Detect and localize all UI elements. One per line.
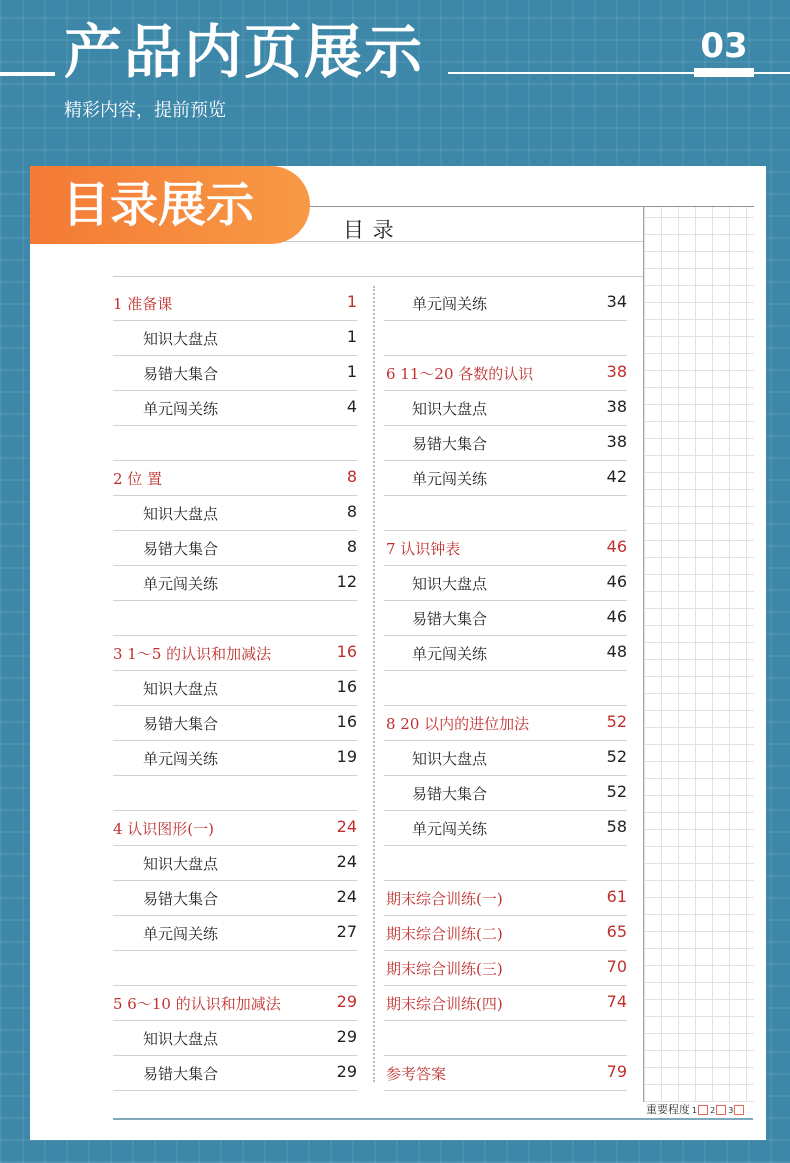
section-badge-label: 目录展示 bbox=[62, 177, 255, 233]
toc-entry-label: 知识大盘点 bbox=[143, 855, 219, 873]
toc-entry-page: 58 bbox=[606, 817, 627, 836]
toc-entry-label: 期末综合训练(三) bbox=[386, 960, 503, 978]
toc-entry-page: 29 bbox=[336, 1062, 357, 1081]
toc-entry-page: 8 bbox=[346, 537, 357, 556]
toc-entry-page: 12 bbox=[336, 572, 357, 591]
toc-entry-label: 知识大盘点 bbox=[412, 400, 488, 418]
header-title: 产品内页展示 bbox=[64, 18, 425, 86]
toc-entry-page: 42 bbox=[606, 467, 627, 486]
toc-title: 目 录 bbox=[343, 218, 395, 242]
toc-chapter bbox=[384, 706, 627, 741]
importance-legend bbox=[646, 1101, 744, 1117]
toc-entry-label: 单元闯关练 bbox=[143, 925, 219, 943]
toc-chapter bbox=[113, 811, 357, 846]
toc-chapter bbox=[384, 916, 627, 951]
toc-entry bbox=[113, 671, 357, 706]
toc-entry-page: 52 bbox=[606, 712, 627, 731]
toc-blank-row bbox=[113, 601, 357, 636]
header-left-rule bbox=[0, 72, 55, 76]
toc-entry-label: 知识大盘点 bbox=[143, 680, 219, 698]
header-page-number: 03 bbox=[700, 26, 748, 66]
margin-grid-border bbox=[643, 206, 644, 1102]
toc-entry-page: 38 bbox=[606, 432, 627, 451]
toc-top-rule bbox=[310, 206, 754, 207]
toc-entry-label: 单元闯关练 bbox=[412, 645, 488, 663]
toc-chapter bbox=[113, 286, 357, 321]
toc-entry-label: 2 位 置 bbox=[113, 470, 163, 488]
toc-entry-page: 34 bbox=[606, 292, 627, 311]
toc-entry-label: 单元闯关练 bbox=[143, 575, 219, 593]
toc-entry-label: 知识大盘点 bbox=[143, 505, 219, 523]
toc-entry bbox=[113, 846, 357, 881]
toc-entry-page: 29 bbox=[336, 992, 357, 1011]
toc-entry bbox=[384, 811, 627, 846]
toc-entry-page: 52 bbox=[606, 747, 627, 766]
toc-entry-page: 16 bbox=[336, 712, 357, 731]
toc-entry-page: 1 bbox=[346, 292, 357, 311]
toc-blank-row bbox=[384, 846, 627, 881]
importance-box-1 bbox=[698, 1105, 708, 1115]
toc-entry-label: 易错大集合 bbox=[143, 365, 219, 383]
toc-chapter bbox=[384, 986, 627, 1021]
toc-entry-label: 易错大集合 bbox=[143, 540, 219, 558]
toc-entry-label: 5 6～10 的认识和加减法 bbox=[113, 995, 281, 1013]
toc-entry-page: 79 bbox=[606, 1062, 627, 1081]
toc-entry-page: 38 bbox=[606, 362, 627, 381]
toc-entry-label: 1 准备课 bbox=[113, 295, 173, 313]
toc-entry-page: 46 bbox=[606, 572, 627, 591]
page-bottom-rule bbox=[113, 1118, 753, 1120]
toc-entry-label: 单元闯关练 bbox=[412, 470, 488, 488]
toc-entry bbox=[113, 531, 357, 566]
toc-chapter bbox=[384, 356, 627, 391]
toc-entry-page: 61 bbox=[606, 887, 627, 906]
toc-entry-page: 70 bbox=[606, 957, 627, 976]
importance-box-3 bbox=[734, 1105, 744, 1115]
toc-entry-label: 8 20 以内的进位加法 bbox=[386, 715, 530, 733]
toc-entry-page: 52 bbox=[606, 782, 627, 801]
importance-level-2: 2 bbox=[710, 1106, 716, 1115]
toc-entry bbox=[384, 461, 627, 496]
toc-entry-label: 易错大集合 bbox=[412, 435, 488, 453]
toc-entry bbox=[113, 391, 357, 426]
importance-level-1: 1 bbox=[692, 1106, 698, 1115]
toc-entry-label: 期末综合训练(四) bbox=[386, 995, 503, 1013]
toc-blank-row bbox=[113, 426, 357, 461]
toc-entry-label: 4 认识图形(一) bbox=[113, 820, 215, 838]
toc-entry-page: 27 bbox=[336, 922, 357, 941]
toc-entry-page: 16 bbox=[336, 677, 357, 696]
toc-entry-label: 期末综合训练(二) bbox=[386, 925, 503, 943]
toc-entry-page: 48 bbox=[606, 642, 627, 661]
toc-entry bbox=[384, 391, 627, 426]
header-page-number-underline bbox=[694, 68, 754, 77]
toc-entry-label: 易错大集合 bbox=[412, 610, 488, 628]
column-separator bbox=[373, 286, 375, 1082]
toc-chapter bbox=[384, 881, 627, 916]
toc-entry bbox=[113, 496, 357, 531]
toc-entry-page: 38 bbox=[606, 397, 627, 416]
toc-entry-label: 知识大盘点 bbox=[143, 330, 219, 348]
toc-blank-row bbox=[384, 496, 627, 531]
toc-blank-row bbox=[384, 1021, 627, 1056]
toc-entry-page: 74 bbox=[606, 992, 627, 1011]
toc-entry-label: 参考答案 bbox=[386, 1065, 447, 1083]
toc-entry bbox=[384, 741, 627, 776]
toc-entry bbox=[113, 741, 357, 776]
toc-entry bbox=[384, 601, 627, 636]
toc-entry-page: 24 bbox=[336, 817, 357, 836]
toc-entry-label: 3 1～5 的认识和加减法 bbox=[113, 645, 272, 663]
toc-entry-page: 46 bbox=[606, 537, 627, 556]
toc-entry-page: 16 bbox=[336, 642, 357, 661]
toc-row-rule bbox=[113, 1090, 357, 1091]
toc-entry-page: 65 bbox=[606, 922, 627, 941]
toc-entry bbox=[113, 706, 357, 741]
importance-box-2 bbox=[716, 1105, 726, 1115]
toc-entry-label: 单元闯关练 bbox=[412, 820, 488, 838]
toc-entry-page: 8 bbox=[346, 467, 357, 486]
toc-blank-row bbox=[113, 776, 357, 811]
toc-header-rule bbox=[113, 276, 643, 277]
toc-blank-row bbox=[113, 951, 357, 986]
toc-entry-label: 易错大集合 bbox=[412, 785, 488, 803]
toc-entry-page: 4 bbox=[346, 397, 357, 416]
toc-entry-label: 知识大盘点 bbox=[412, 750, 488, 768]
toc-blank-row bbox=[384, 671, 627, 706]
toc-entry-label: 6 11～20 各数的认识 bbox=[386, 365, 534, 383]
toc-entry bbox=[113, 356, 357, 391]
toc-chapter bbox=[113, 636, 357, 671]
toc-entry-page: 8 bbox=[346, 502, 357, 521]
toc-entry-label: 知识大盘点 bbox=[412, 575, 488, 593]
toc-entry-page: 1 bbox=[346, 327, 357, 346]
toc-entry-label: 7 认识钟表 bbox=[386, 540, 461, 558]
toc-entry-label: 易错大集合 bbox=[143, 1065, 219, 1083]
toc-chapter bbox=[384, 531, 627, 566]
toc-entry-page: 24 bbox=[336, 887, 357, 906]
toc-entry bbox=[113, 916, 357, 951]
toc-entry-label: 易错大集合 bbox=[143, 715, 219, 733]
header-subtitle: 精彩内容，提前预览 bbox=[64, 100, 226, 121]
toc-chapter bbox=[384, 1056, 627, 1091]
toc-entry-page: 24 bbox=[336, 852, 357, 871]
toc-chapter bbox=[113, 986, 357, 1021]
toc-entry-label: 易错大集合 bbox=[143, 890, 219, 908]
toc-entry-label: 期末综合训练(一) bbox=[386, 890, 503, 908]
toc-entry bbox=[113, 1056, 357, 1091]
toc-entry bbox=[113, 566, 357, 601]
importance-level-3: 3 bbox=[728, 1106, 734, 1115]
toc-entry-label: 单元闯关练 bbox=[412, 295, 488, 313]
toc-row-rule bbox=[384, 1090, 627, 1091]
toc-entry bbox=[113, 321, 357, 356]
toc-entry bbox=[384, 636, 627, 671]
toc-entry bbox=[384, 776, 627, 811]
toc-blank-row bbox=[384, 321, 627, 356]
toc-chapter bbox=[113, 461, 357, 496]
toc-entry-page: 19 bbox=[336, 747, 357, 766]
toc-chapter bbox=[384, 951, 627, 986]
toc-entry-label: 知识大盘点 bbox=[143, 1030, 219, 1048]
toc-entry-label: 单元闯关练 bbox=[143, 750, 219, 768]
toc-entry bbox=[384, 426, 627, 461]
toc-entry-label: 单元闯关练 bbox=[143, 400, 219, 418]
toc-entry-page: 1 bbox=[346, 362, 357, 381]
margin-grid bbox=[644, 206, 754, 1102]
toc-entry-page: 46 bbox=[606, 607, 627, 626]
toc-entry bbox=[113, 881, 357, 916]
toc-entry bbox=[384, 566, 627, 601]
toc-entry bbox=[384, 286, 627, 321]
importance-label: 重要程度 bbox=[646, 1103, 690, 1116]
toc-entry bbox=[113, 1021, 357, 1056]
toc-entry-page: 29 bbox=[336, 1027, 357, 1046]
